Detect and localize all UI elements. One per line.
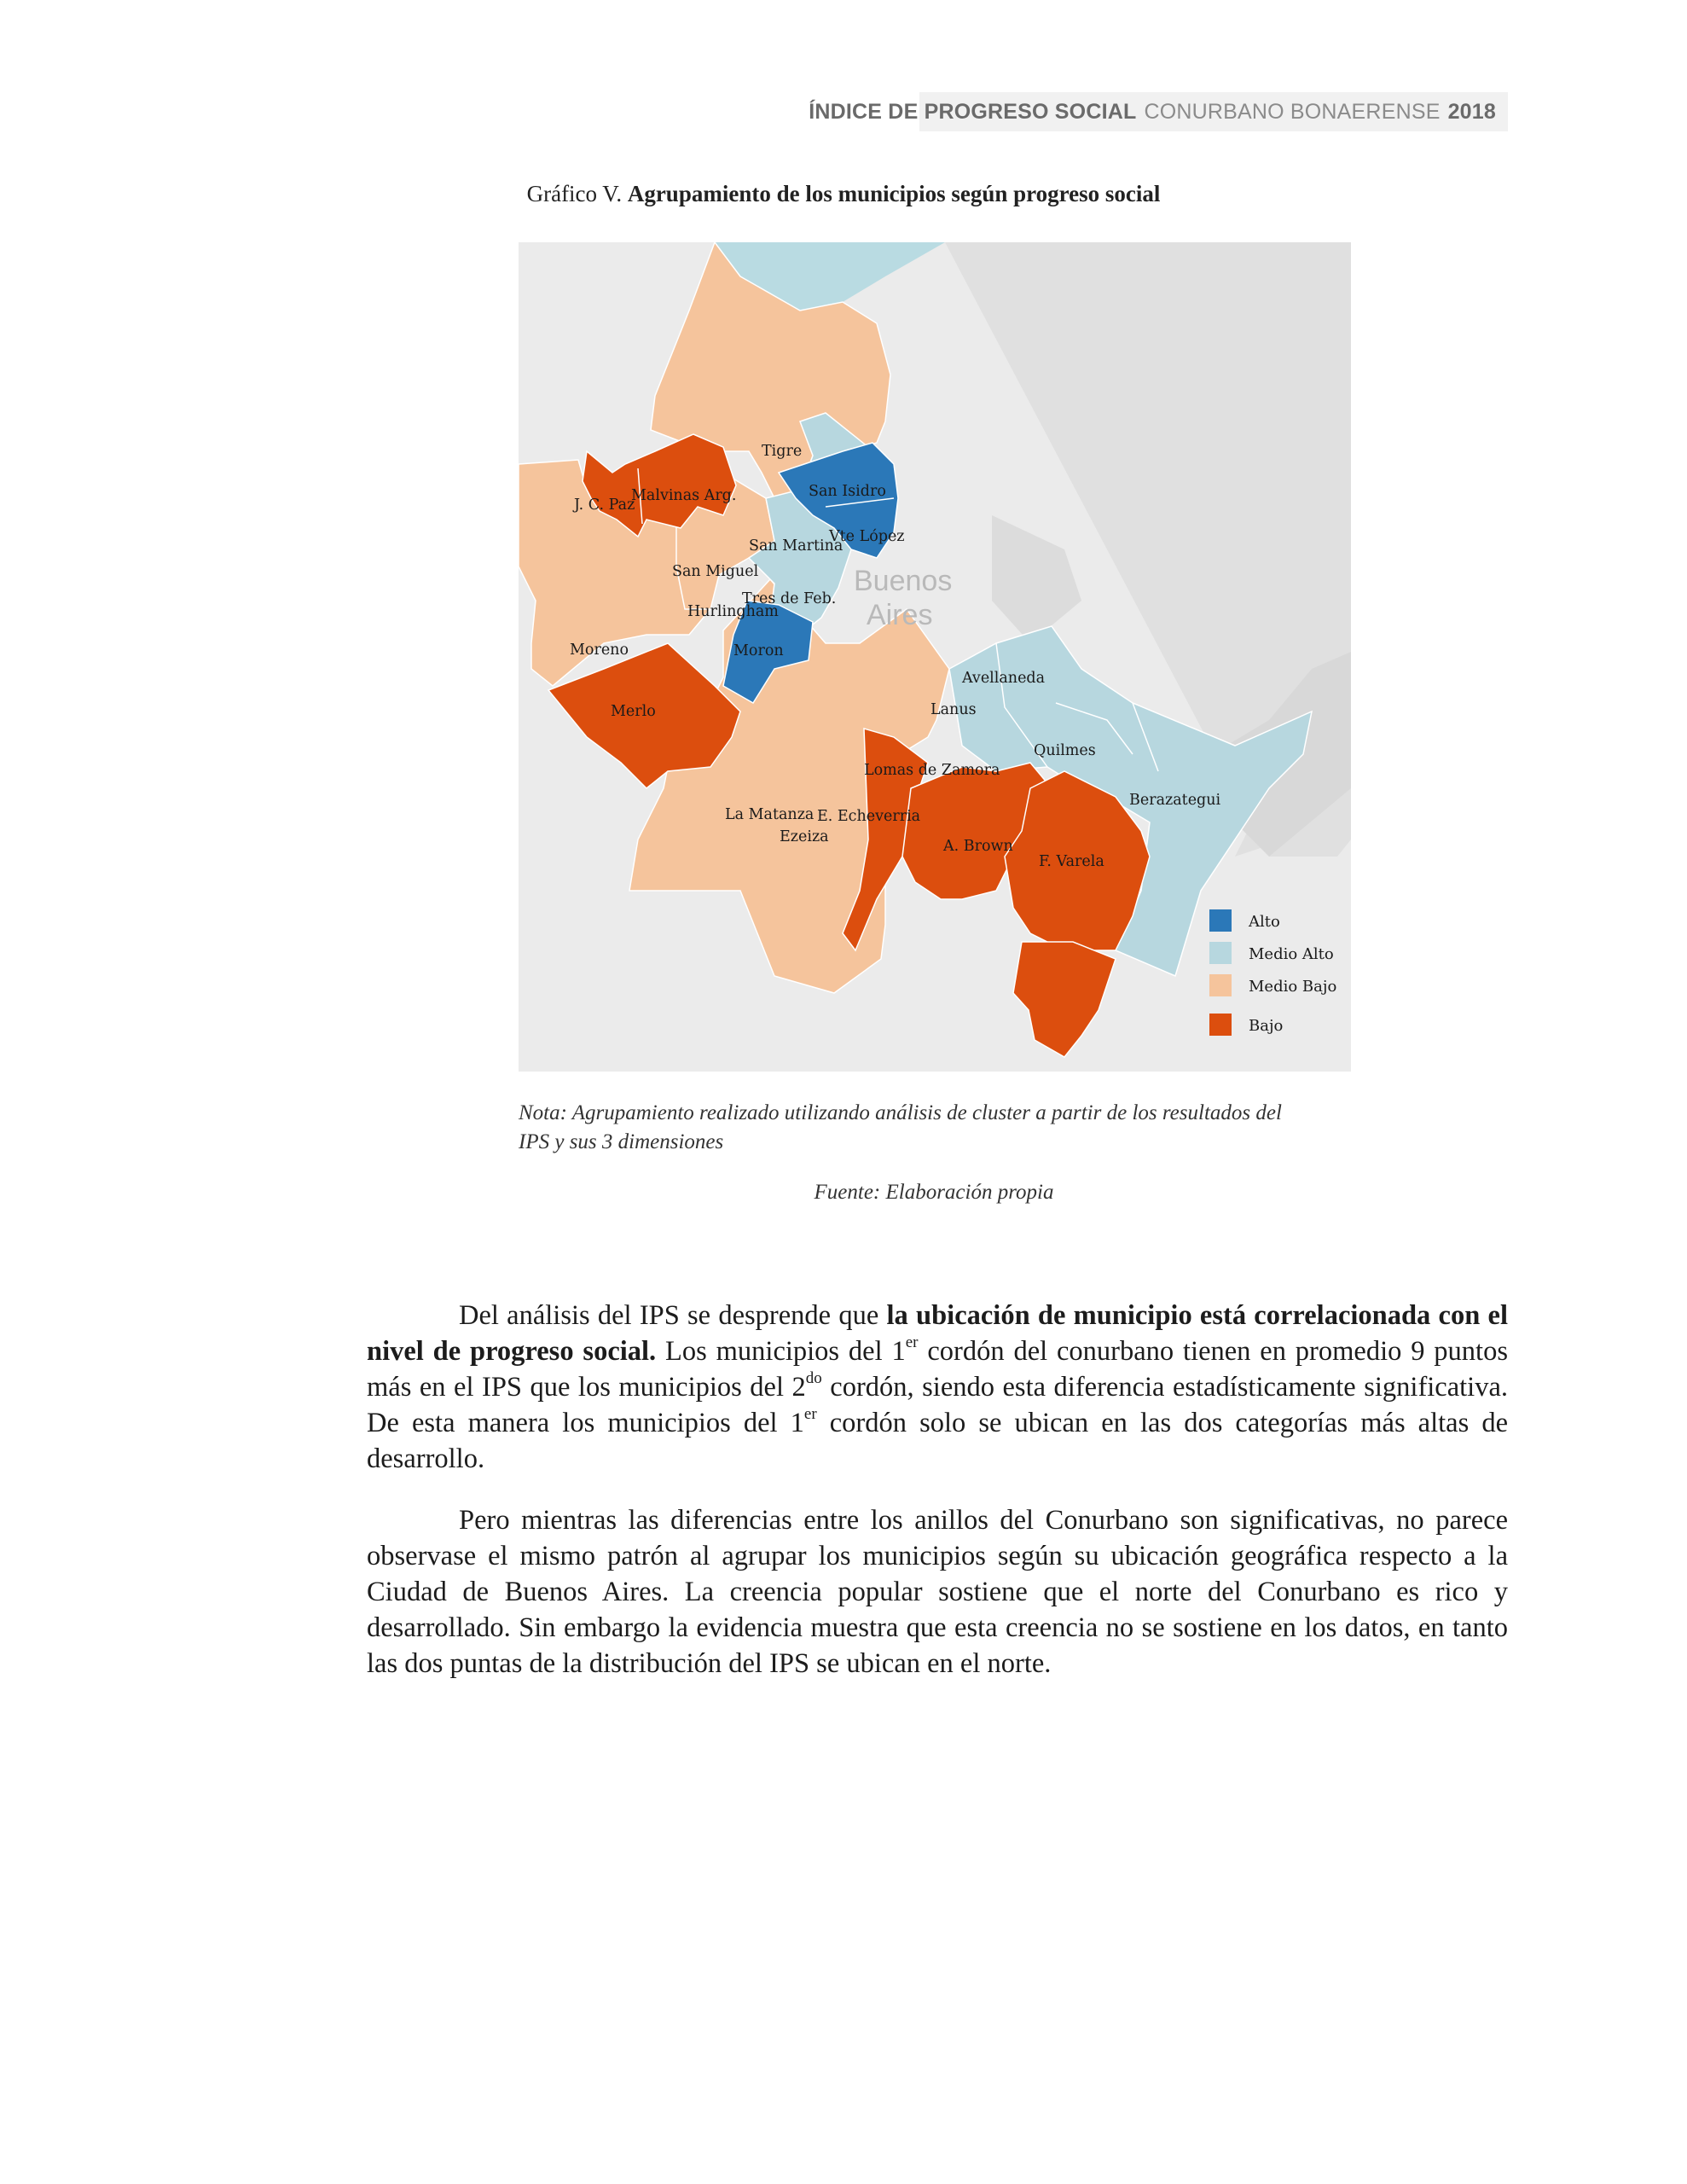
legend-label-alto: Alto (1249, 913, 1280, 931)
city-label-line2: Aires (867, 599, 933, 631)
label-moreno: Moreno (570, 642, 629, 659)
label-berazategui: Berazategui (1129, 792, 1221, 809)
label-lanus: Lanus (930, 701, 977, 718)
p1-b: Los municipios del 1 (656, 1336, 906, 1367)
legend-swatch-bajo (1209, 1014, 1232, 1036)
p1-e: cordón solo se ubican en las dos categorías más altas de desarrollo. (367, 1408, 1508, 1474)
p1-start: Del análisis del IPS se desprende que (459, 1300, 887, 1331)
paragraph-1 (367, 1298, 1508, 1477)
p1-bold: la ubicación de municipio está correlacionada con el nivel de progreso social. (367, 1300, 1508, 1367)
label-quilmes: Quilmes (1034, 742, 1096, 759)
caption-title: Agrupamiento de los municipios según progreso social (627, 181, 1161, 206)
p1-sup-do: do (805, 1369, 822, 1388)
header-title-light: CONURBANO BONAERENSE (1144, 99, 1441, 124)
header-title-bold: ÍNDICE DE PROGRESO SOCIAL (809, 99, 1137, 124)
municipios-map (519, 242, 1351, 1072)
p1-c: cordón del conurbano tienen en promedio 9 puntos más en el IPS que los municipios del 2 (367, 1336, 1508, 1403)
legend-swatch-medio-alto (1209, 942, 1232, 964)
label-san-martin: San Martina (749, 537, 844, 555)
label-ezeiza: Ezeiza (780, 828, 829, 845)
label-malvinas: Malvinas Arg. (631, 487, 737, 504)
legend-label-medio-alto: Medio Alto (1249, 945, 1334, 963)
paragraph-2 (367, 1502, 1508, 1682)
label-lomas: Lomas de Zamora (864, 762, 1000, 779)
caption-prefix: Gráfico V. (526, 181, 623, 206)
label-san-miguel: San Miguel (672, 563, 759, 580)
label-a-brown: A. Brown (943, 838, 1013, 855)
label-vte-lopez: Vte López (829, 528, 905, 545)
legend-swatch-alto (1209, 909, 1232, 932)
label-avellaneda: Avellaneda (962, 670, 1046, 687)
label-tigre: Tigre (762, 443, 803, 460)
label-moron: Moron (733, 642, 784, 659)
figure-source: Fuente: Elaboración propia (814, 1181, 1054, 1204)
label-jc-paz: J. C. Paz (574, 497, 635, 514)
p1-d: cordón, siendo esta diferencia estadísticamente significativa. De esta manera los municipios del 1 (367, 1372, 1509, 1438)
label-echeverria: E. Echeverria (817, 808, 921, 825)
label-tres-feb: Tres de Feb. (742, 590, 837, 607)
label-merlo: Merlo (611, 703, 656, 720)
header-year: 2018 (1447, 99, 1496, 124)
p1-sup-er-2: er (803, 1405, 817, 1424)
figure-caption (0, 181, 1687, 207)
figure-note-line2: IPS y sus 3 dimensiones (519, 1130, 724, 1153)
label-hurlingham: Hurlingham (687, 603, 779, 620)
legend-label-medio-bajo: Medio Bajo (1249, 978, 1337, 996)
city-label-line1: Buenos (854, 565, 953, 597)
label-san-isidro: San Isidro (809, 483, 886, 500)
p2-text: Pero mientras las diferencias entre los anillos del Conurbano son significativas, no parece observase el mismo patrón al agrupar los municipios según su ubicación geográfica respecto a la Ciudad de Buenos Aires. La creencia popular sostiene que el norte del Conurbano es rico y desarrollado. Sin embargo la evidencia muestra que esta creencia no se sostiene en los datos, en tanto las dos puntas de la distribución del IPS se ubican en el norte. (367, 1505, 1508, 1679)
page-header (809, 92, 1508, 131)
figure-note-line1: Nota: Agrupamiento realizado utilizando análisis de cluster a partir de los resultados del (519, 1101, 1282, 1124)
label-la-matanza: La Matanza (725, 806, 815, 823)
p1-sup-er-1: er (905, 1333, 919, 1352)
label-f-varela: F. Varela (1039, 853, 1104, 870)
legend-swatch-medio-bajo (1209, 974, 1232, 996)
legend-label-bajo: Bajo (1249, 1017, 1284, 1035)
